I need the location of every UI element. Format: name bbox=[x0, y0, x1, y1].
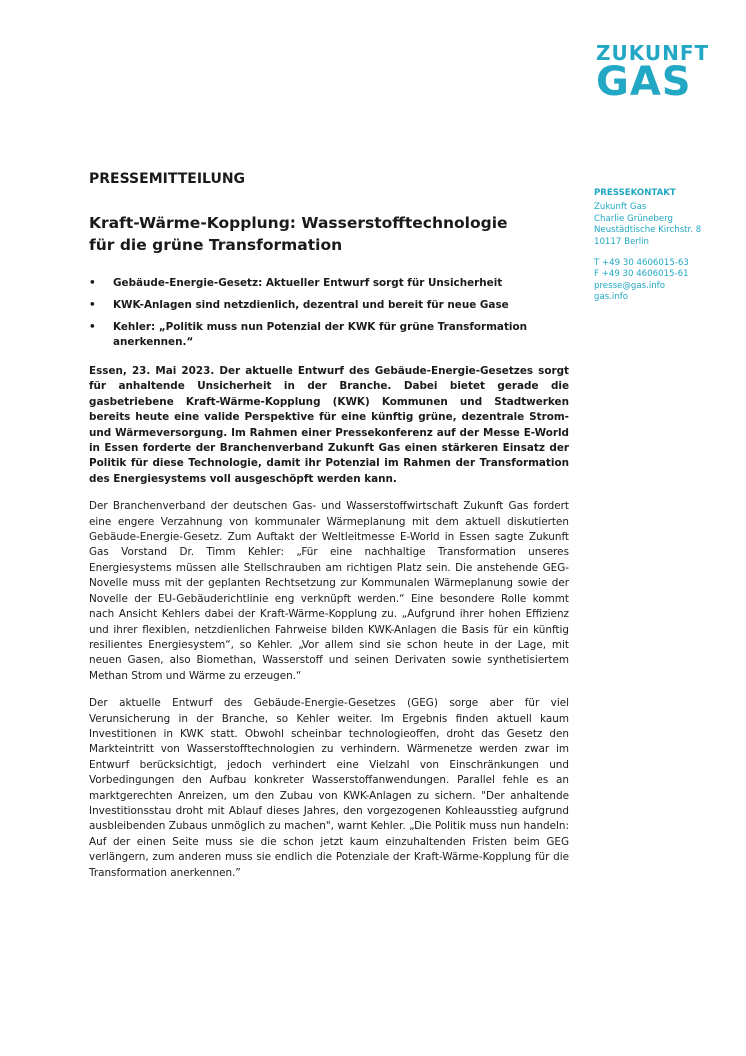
contact-phone: T +49 30 4606015-63 bbox=[594, 258, 689, 269]
contact-city: 10117 Berlin bbox=[594, 236, 650, 247]
title-line-1: Kraft-Wärme-Kopplung: Wasserstofftechnologie bbox=[89, 214, 508, 232]
logo-line-2: GAS bbox=[596, 59, 692, 105]
contact-org: Zukunft Gas bbox=[594, 202, 647, 213]
contact-fax: F +49 30 4606015-61 bbox=[594, 269, 689, 280]
contact-website[interactable]: gas.info bbox=[594, 292, 629, 303]
page-title bbox=[89, 212, 569, 256]
zukunft-gas-logo bbox=[596, 41, 710, 105]
key-point: • Gebäude-Energie-Gesetz: Aktueller Entwurf sorgt für Unsicherheit bbox=[89, 276, 569, 291]
contact-heading: PRESSEKONTAKT bbox=[594, 188, 676, 198]
title-line-2: für die grüne Transformation bbox=[89, 236, 343, 254]
press-contact bbox=[594, 188, 734, 304]
key-point: • KWK-Anlagen sind netzdienlich, dezentral und bereit für neue Gase bbox=[89, 298, 569, 313]
press-release-body bbox=[89, 170, 569, 881]
document-type: PRESSEMITTEILUNG bbox=[89, 171, 246, 187]
body-paragraph-1: Der Branchenverband der deutschen Gas- und Wasserstoffwirtschaft Zukunft Gas fordert eine engere Verzahnung von kommunaler Wärmeplanung mit dem aktuell diskutierten Gebäude-Energie-Gesetz. Zum Auftakt der Weltleitmesse E-World in Essen sagte Zukunft Gas Vorstand Dr. Timm Kehler: „Für eine nachhaltige Transformation unseres Energiesystems müssen alle Stellschrauben am richtigen Platz sein. Die anstehende GEG-Novelle muss mit der geplanten Rechtsetzung zur Kommunalen Wärmeplanung sowie der Novelle der EU-Gebäuderichtlinie eng verknüpft werden.“ Eine besondere Rolle kommt nach Ansicht Kehlers dabei der Kraft-Wärme-Kopplung zu. „Aufgrund ihrer hohen Effizienz und ihrer flexiblen, netzdienlichen Fahrweise bilden KWK-Anlagen die Basis für ein künftig resilientes Energiesystem“, so Kehler. „Vor allem sind sie schon heute in der Lage, mit neuen Gasen, also Biomethan, Wasserstoff und seinen Derivaten sowie synthetisiertem Methan Strom und Wärme zu erzeugen.“ bbox=[89, 500, 569, 682]
contact-email[interactable]: presse@gas.info bbox=[594, 280, 665, 291]
key-point: • Kehler: „Politik muss nun Potenzial der KWK für grüne Transformation anerkennen.“ bbox=[89, 320, 569, 350]
contact-street: Neustädtische Kirchstr. 8 bbox=[594, 225, 702, 236]
body-paragraph-2: Der aktuelle Entwurf des Gebäude-Energie-Gesetzes (GEG) sorge aber für viel Verunsicherung in der Branche, so Kehler weiter. Im Ergebnis finden aktuell kaum Investitionen in KWK statt. Obwohl scheinbar technologieoffen, droht das Gesetz den Markteintritt von Wasserstofftechnologien zu verhindern. Wärmenetze werden zwar im Entwurf berücksichtigt, jedoch verhindert eine Vielzahl von Einschränkungen und Vorbedingungen den Aufbau konkreter Wasserstoffanwendungen. Parallel fehle es an marktgerechten Anreizen, um den Zubau von KWK-Anlagen zu sichern. "Der anhaltende Investitionsstau droht mit Ablauf dieses Jahres, den vorgezogenen Kohleausstieg aufgrund ausbleibenden Zubaus unmöglich zu machen", warnt Kehler. „Die Politik muss nun handeln: Auf der einen Seite muss sie die schon jetzt kaum einzuhaltenden Fristen beim GEG verlängern, zum anderen muss sie endlich die Potenziale der Kraft-Wärme-Kopplung für die Transformation anerkennen.” bbox=[89, 697, 569, 879]
lead-paragraph: Essen, 23. Mai 2023. Der aktuelle Entwurf des Gebäude-Energie-Gesetzes sorgt für anhaltende Unsicherheit in der Branche. Dabei bietet gerade die gasbetriebene Kraft-Wärme-Kopplung (KWK) Kommunen und Stadtwerken bereits heute eine valide Perspektive für eine künftig grüne, dezentrale Strom- und Wärmeversorgung. Im Rahmen einer Pressekonferenz auf der Messe E-World in Essen forderte der Branchenverband Zukunft Gas einen stärkeren Einsatz der Politik für diese Technologie, damit ihr Potenzial im Rahmen der Transformation des Energiesystems voll ausgeschöpft werden kann. bbox=[89, 365, 569, 485]
contact-name: Charlie Grüneberg bbox=[594, 213, 673, 224]
key-points-list bbox=[89, 276, 569, 350]
logo-line-1: ZUKUNFT bbox=[596, 41, 710, 65]
